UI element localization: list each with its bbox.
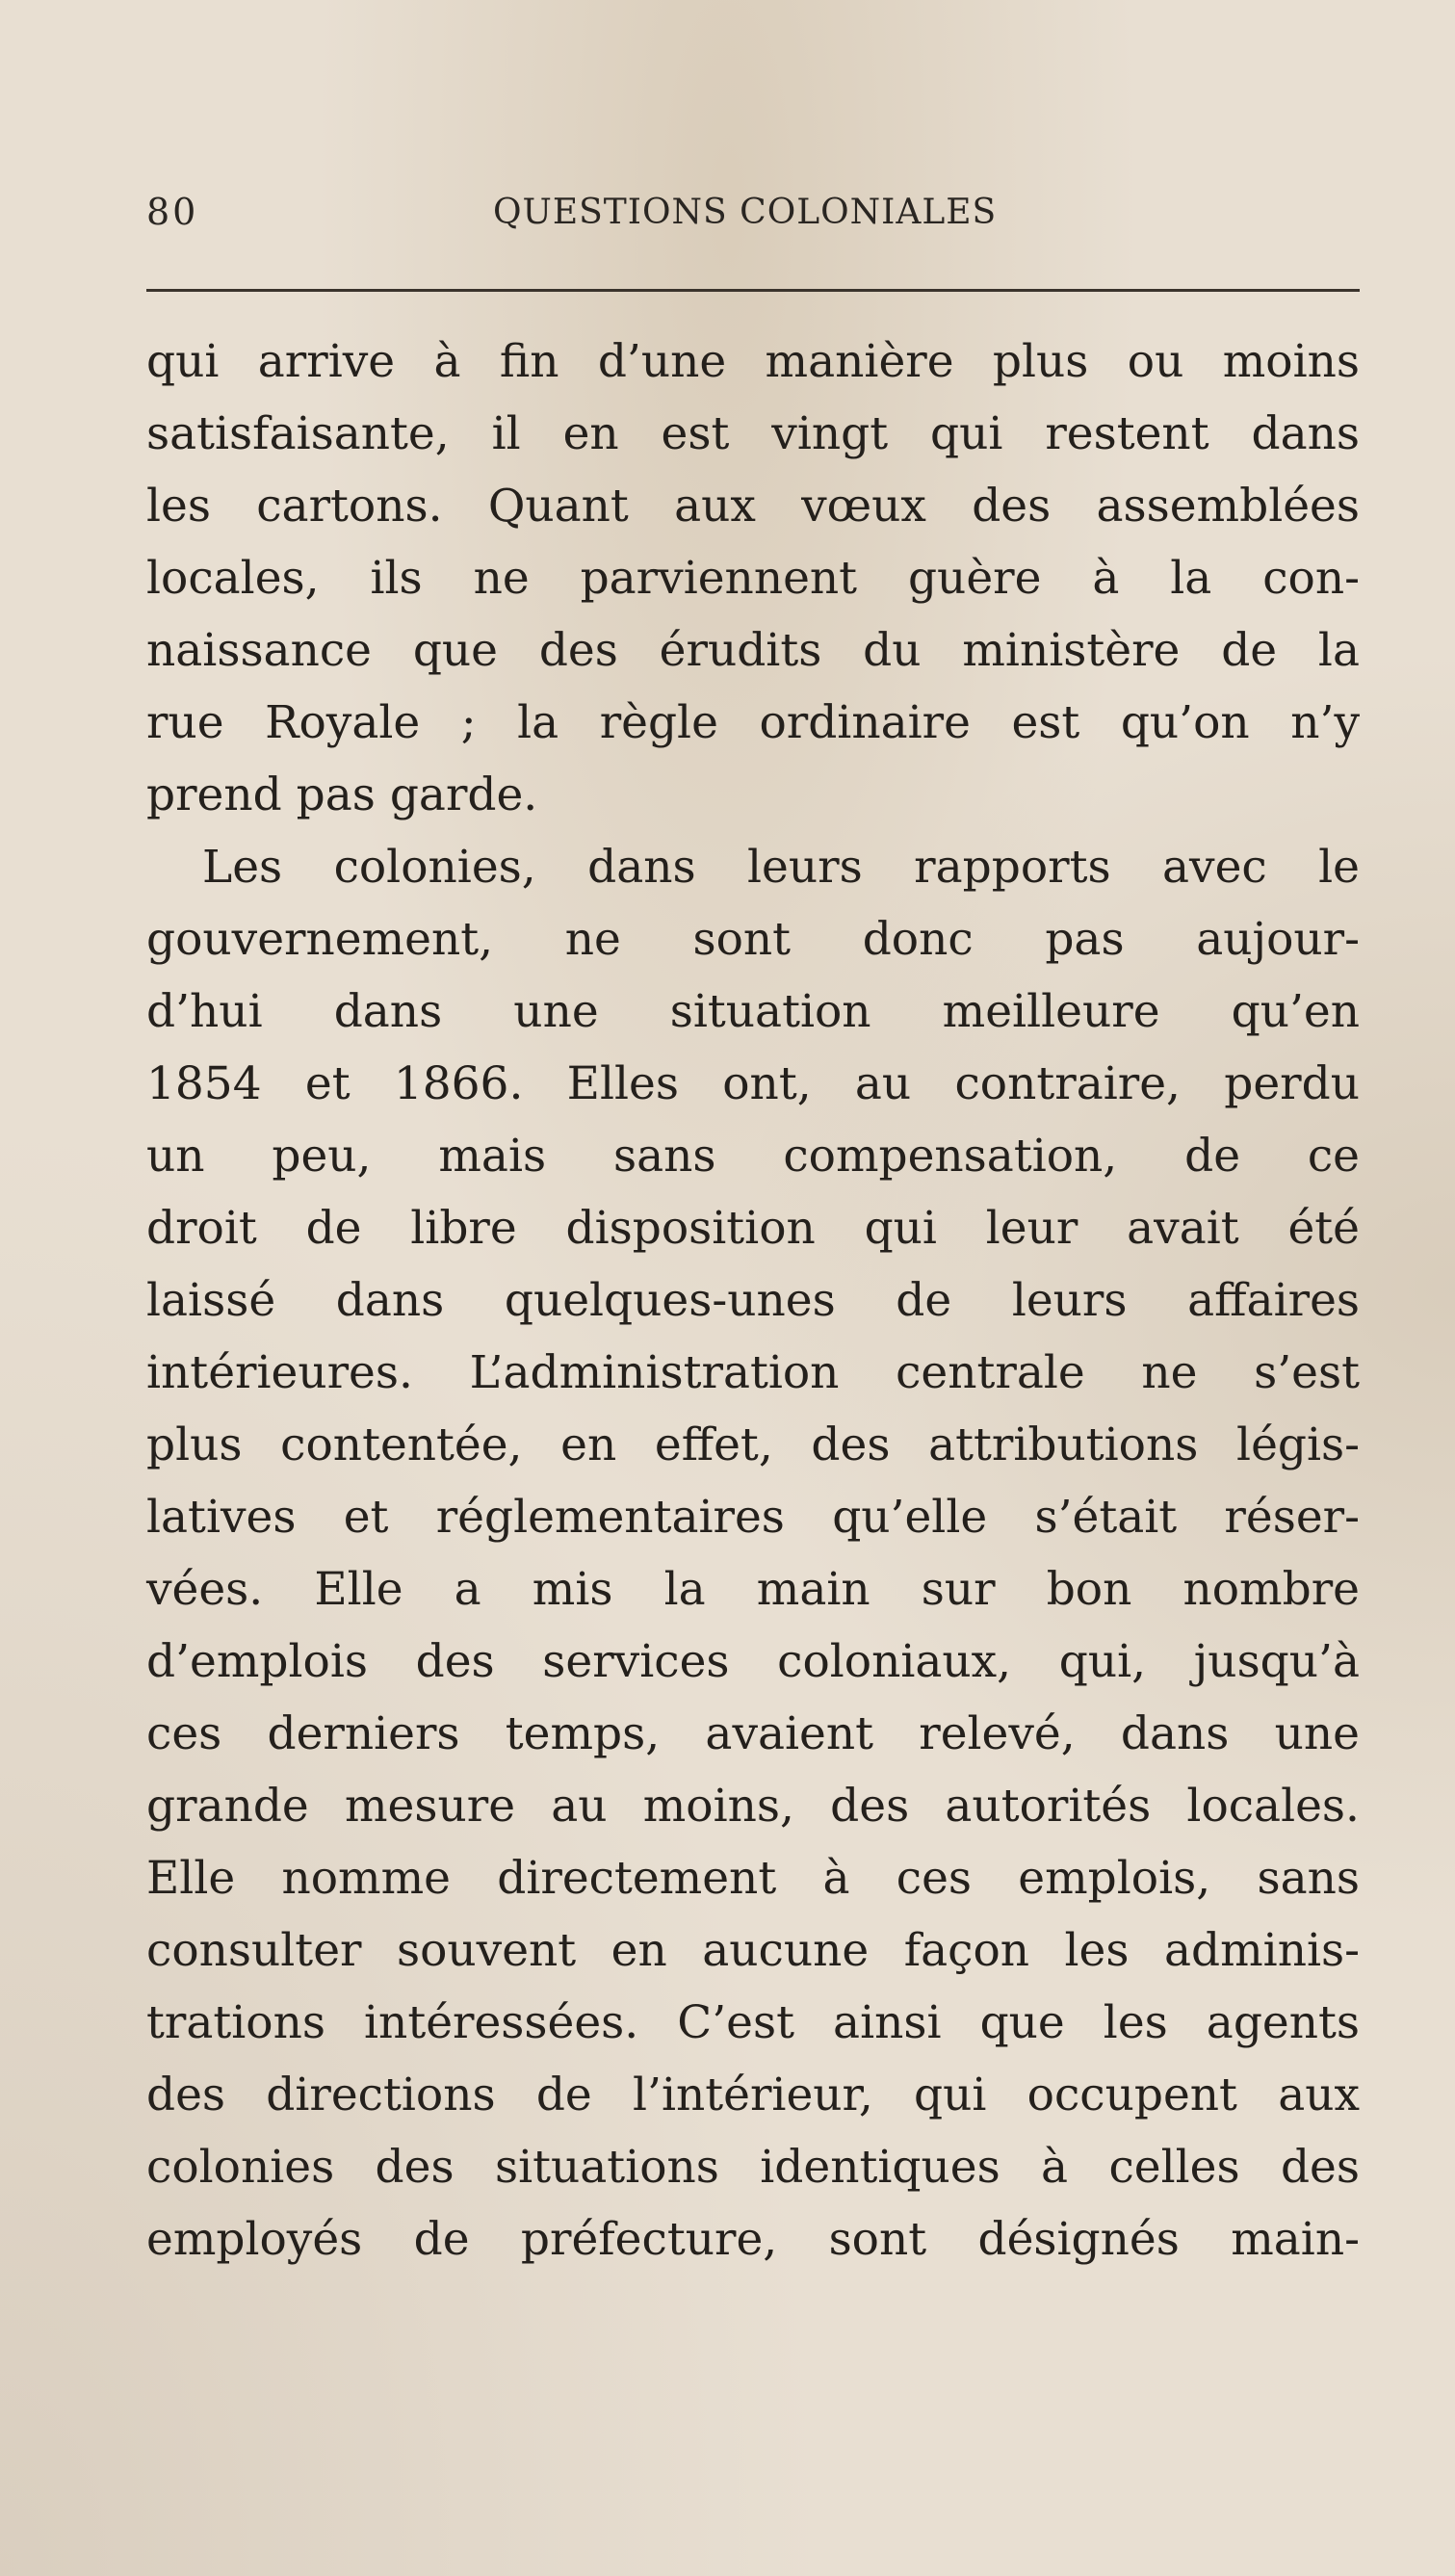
text-line: trations intéressées. C’est ainsi que les agents	[146, 1996, 1360, 2049]
text-line: intérieures. L’administration centrale ne s’est	[146, 1346, 1360, 1399]
text-line: Elle nomme directement à ces emplois, sans	[146, 1852, 1360, 1905]
text-line: consulter souvent en aucune façon les adminis-	[146, 1924, 1360, 1977]
text-line: rue Royale ; la règle ordinaire est qu’on n’y	[146, 696, 1360, 749]
text-line: 1854 et 1866. Elles ont, au contraire, perdu	[146, 1057, 1360, 1110]
page-number: 80	[146, 191, 199, 233]
text-line: gouvernement, ne sont donc pas aujour-	[146, 913, 1360, 966]
text-line: des directions de l’intérieur, qui occupent aux	[146, 2069, 1360, 2121]
body-text	[146, 325, 1360, 2276]
text-line: un peu, mais sans compensation, de ce	[146, 1130, 1360, 1183]
text-line: d’emplois des services coloniaux, qui, jusqu’à	[146, 1635, 1360, 1688]
text-line: vées. Elle a mis la main sur bon nombre	[146, 1563, 1360, 1616]
text-line: locales, ils ne parviennent guère à la con-	[146, 552, 1360, 605]
text-line: prend pas garde.	[146, 768, 538, 821]
running-title: QUESTIONS COLONIALES	[493, 193, 998, 232]
text-line: employés de préfecture, sont désignés main-	[146, 2213, 1360, 2266]
text-line: latives et réglementaires qu’elle s’était réser-	[146, 1491, 1360, 1544]
text-line: droit de libre disposition qui leur avait été	[146, 1202, 1360, 1255]
text-line: plus contentée, en effet, des attributions légis-	[146, 1418, 1360, 1471]
running-header	[146, 191, 1360, 248]
text-line: colonies des situations identiques à celles des	[146, 2141, 1360, 2194]
text-line: d’hui dans une situation meilleure qu’en	[146, 985, 1360, 1038]
text-line: naissance que des érudits du ministère de la	[146, 624, 1360, 677]
text-line: grande mesure au moins, des autorités locales.	[146, 1780, 1360, 1833]
header-rule	[146, 289, 1360, 292]
text-line: satisfaisante, il en est vingt qui restent dans	[146, 407, 1360, 460]
text-line: ces derniers temps, avaient relevé, dans une	[146, 1707, 1360, 1760]
text-line: Les colonies, dans leurs rapports avec le	[202, 841, 1360, 894]
text-line: les cartons. Quant aux vœux des assemblées	[146, 480, 1360, 533]
text-line: laissé dans quelques-unes de leurs affaires	[146, 1274, 1360, 1327]
text-line: qui arrive à fin d’une manière plus ou moins	[146, 335, 1360, 388]
